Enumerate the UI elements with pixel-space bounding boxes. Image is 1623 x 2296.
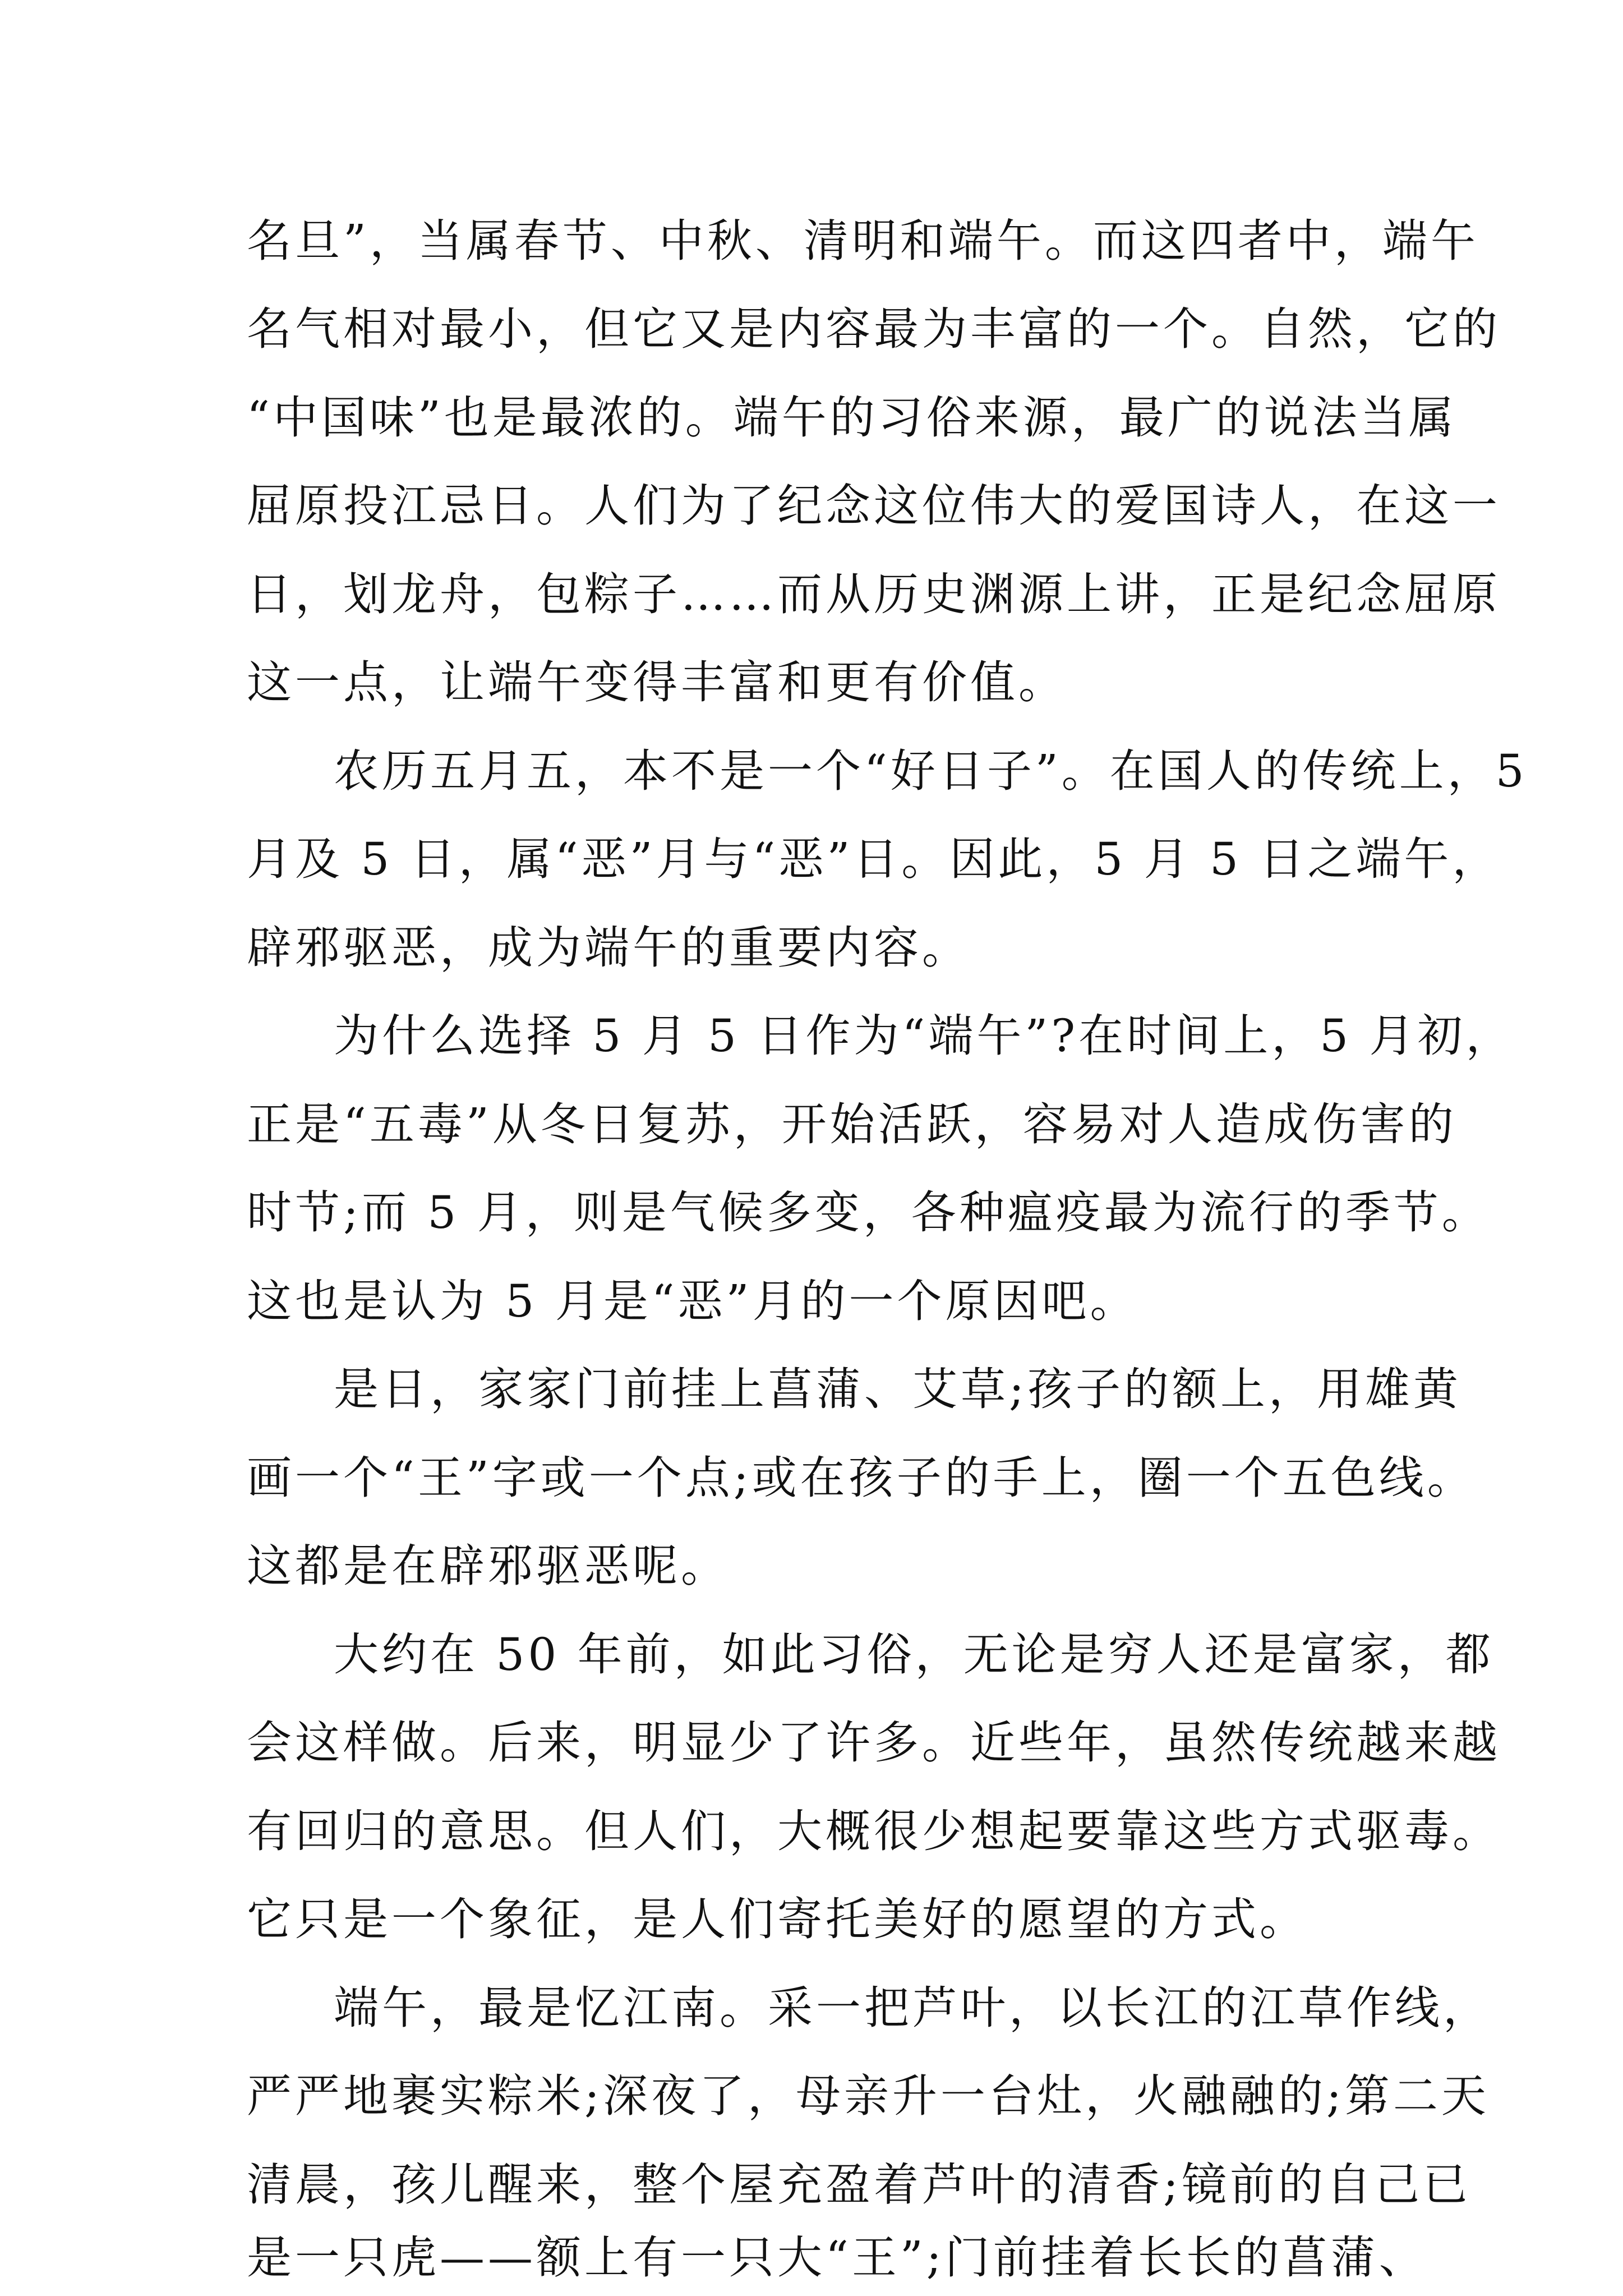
text-line: 这都是在辟邪驱恶呢。	[247, 1540, 729, 1592]
text-line: 日，划龙舟，包粽子……而从历史渊源上讲，正是纪念屈原	[247, 568, 1501, 620]
text-line: 月及 5 日，属“恶”月与“恶”日。因此，5 月 5 日之端午，	[247, 833, 1501, 885]
text-line: 名旦”，当属春节、中秋、清明和端午。而这四者中，端午	[247, 215, 1479, 267]
text-line: 时节;而 5 月，则是气候多变，各种瘟疫最为流行的季节。	[247, 1186, 1490, 1239]
text-line: 它只是一个象征，是人们寄托美好的愿望的方式。	[247, 1893, 1308, 1945]
text-line: 正是“五毒”从冬日复苏，开始活跃，容易对人造成伤害的	[247, 1098, 1457, 1151]
paragraph-first-line: 是日，家家门前挂上菖蒲、艾草;孩子的额上，用雄黄	[334, 1363, 1461, 1415]
text-line: 屈原投江忌日。人们为了纪念这位伟大的爱国诗人，在这一	[247, 480, 1501, 532]
text-line: 画一个“王”字或一个点;或在孩子的手上，圈一个五色线。	[247, 1452, 1476, 1504]
paragraph-first-line: 端午，最是忆江南。采一把芦叶，以长江的江草作线，	[334, 1982, 1491, 2034]
paragraph-first-line: 大约在 50 年前，如此习俗，无论是穷人还是富家，都	[334, 1628, 1494, 1681]
text-line: 这一点，让端午变得丰富和更有价值。	[247, 656, 1067, 708]
text-line: “中国味”也是最浓的。端午的习俗来源，最广的说法当属	[247, 392, 1457, 444]
text-line: 有回归的意思。但人们，大概很少想起要靠这些方式驱毒。	[247, 1805, 1501, 1857]
text-line: 严严地裹实粽米;深夜了，母亲升一台灶，火融融的;第二天	[247, 2070, 1490, 2122]
text-line: 是一只虎——额上有一只大“王”;门前挂着长长的菖蒲、	[247, 2231, 1427, 2284]
text-line: 会这样做。后来，明显少了许多。近些年，虽然传统越来越	[247, 1717, 1501, 1769]
text-line: 辟邪驱恶，成为端午的重要内容。	[247, 922, 970, 974]
paragraph-first-line: 农历五月五，本不是一个“好日子”。在国人的传统上，5	[334, 745, 1528, 797]
paragraph-first-line: 为什么选择 5 月 5 日作为“端午”?在时间上，5 月初，	[334, 1010, 1514, 1062]
text-line: 这也是认为 5 月是“恶”月的一个原因吧。	[247, 1275, 1138, 1327]
text-line: 名气相对最小，但它又是内容最为丰富的一个。自然，它的	[247, 303, 1501, 355]
text-line: 清晨，孩儿醒来，整个屋充盈着芦叶的清香;镜前的自己已	[247, 2159, 1471, 2211]
